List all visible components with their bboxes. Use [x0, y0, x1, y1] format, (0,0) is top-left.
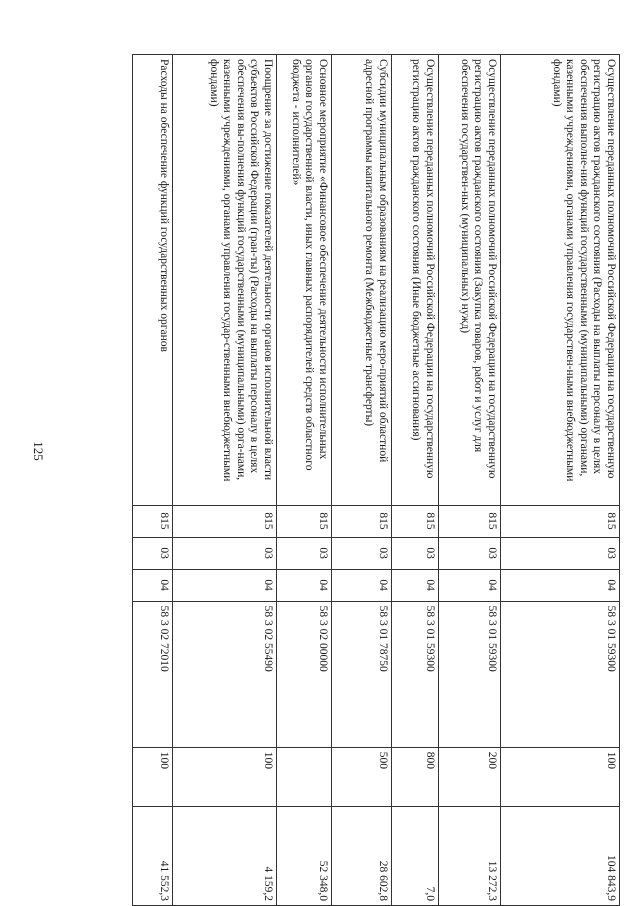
- row-target-article: 58 3 02 00000: [277, 601, 332, 747]
- row-target-article: 58 3 01 78750: [332, 601, 392, 747]
- page-number: 125: [31, 441, 46, 461]
- row-subsection: 04: [277, 569, 332, 601]
- row-section: 03: [439, 537, 501, 569]
- row-grbs: 815: [332, 505, 392, 537]
- row-expense-type: [277, 747, 332, 806]
- row-section: 03: [501, 537, 620, 569]
- row-subsection: 04: [332, 569, 392, 601]
- row-subsection: 04: [173, 569, 277, 601]
- row-subsection: 04: [392, 569, 439, 601]
- row-expense-type: 800: [392, 747, 439, 806]
- table-row: [392, 55, 439, 906]
- row-expense-type: 100: [501, 747, 620, 806]
- row-subsection: 04: [501, 569, 620, 601]
- row-target-article: 58 3 01 59300: [501, 601, 620, 747]
- row-expense-type: 500: [332, 747, 392, 806]
- row-target-article: 58 3 01 59300: [439, 601, 501, 747]
- row-grbs: 815: [439, 505, 501, 537]
- row-target-article: 58 3 01 59300: [392, 601, 439, 747]
- row-target-article: 58 3 02 72010: [133, 601, 173, 747]
- table-row: [133, 55, 173, 906]
- row-sum: 104 843,9: [501, 806, 620, 905]
- row-section: 03: [277, 537, 332, 569]
- table-row: [332, 55, 392, 906]
- row-sum: 52 348,0: [277, 806, 332, 905]
- row-section: 03: [392, 537, 439, 569]
- row-sum: 13 272,3: [439, 806, 501, 905]
- budget-table: [132, 54, 620, 906]
- row-grbs: 815: [501, 505, 620, 537]
- row-sum: 41 552,3: [133, 806, 173, 905]
- row-sum: 4 159,2: [173, 806, 277, 905]
- table-row: [439, 55, 501, 906]
- row-section: 03: [133, 537, 173, 569]
- row-name: Осуществление переданных полномочий Российской Федерации на государственную регистрацию актов гражданского состояния (Расходы на выплаты персоналу в целях обеспечения выполне-ния функций государственными (муниципальными) органами, казенными учреждениями, органами управления государствен-ными внебюджетными фондами): [501, 55, 620, 506]
- row-expense-type: 100: [173, 747, 277, 806]
- row-expense-type: 100: [133, 747, 173, 806]
- table-row: [277, 55, 332, 906]
- table-row: [173, 55, 277, 906]
- row-section: 03: [173, 537, 277, 569]
- row-section: 03: [332, 537, 392, 569]
- row-grbs: 815: [392, 505, 439, 537]
- row-target-article: 58 3 02 55490: [173, 601, 277, 747]
- row-grbs: 815: [173, 505, 277, 537]
- row-name: Расходы на обеспечение функций государственных органов: [133, 55, 173, 506]
- table-row: [501, 55, 620, 906]
- row-name: Субсидии муниципальным образованиям на реализацию меро-приятий областной адресной программы капитального ремонта (Межбюджетные трансферты): [332, 55, 392, 506]
- row-name: Основное мероприятие «Финансовое обеспечение деятельности исполнительных органов государственной власти, иных главных распорядителей средств областного бюджета - исполнителей»: [277, 55, 332, 506]
- row-subsection: 04: [439, 569, 501, 601]
- budget-table-container: [113, 54, 620, 906]
- row-expense-type: 200: [439, 747, 501, 806]
- row-sum: 7,0: [392, 806, 439, 905]
- row-sum: 28 602,8: [332, 806, 392, 905]
- row-name: Осуществление переданных полномочий Российской Федерации на государственную регистрацию актов гражданского состояния (Иные бюджетные ассигнования): [392, 55, 439, 506]
- row-subsection: 04: [133, 569, 173, 601]
- row-grbs: 815: [133, 505, 173, 537]
- row-name: Осуществление переданных полномочий Российской Федерации на государственную регистрацию актов гражданского состояния (Закупка товаров, работ и услуг для обеспечения государствен-ных (муниципальных) нужд): [439, 55, 501, 506]
- row-grbs: 815: [277, 505, 332, 537]
- row-name: Поощрение за достижение показателей деятельности органов исполнительной власти субъектов Российской Федерации (гран-ты) (Расходы на выплаты персоналу в целях обеспечения вы-полнения функций государственными (муниципальными) орга-нами, казенными учреждениями, органами управления государ-ственными внебюджетными фондами): [173, 55, 277, 506]
